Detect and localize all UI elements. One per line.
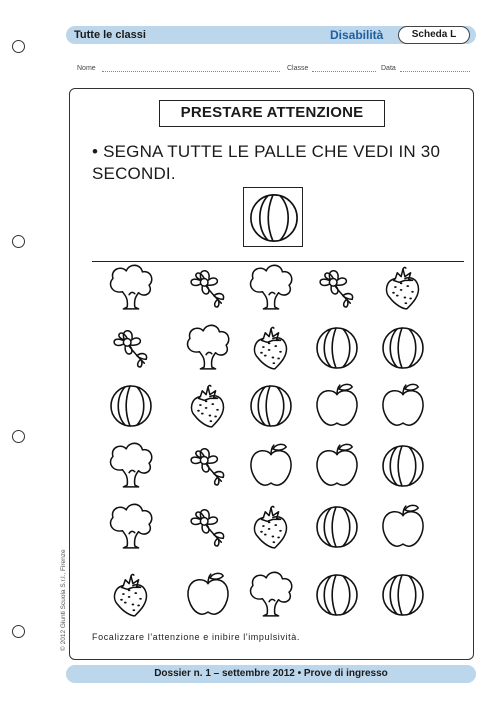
ball-icon[interactable] [251,386,291,426]
copyright-note: © 2012 Giunti Scuola S.r.l., Firenze [60,549,67,651]
strawberry-icon [191,385,223,426]
apple-icon [317,384,357,425]
name-field-label: Nome [77,65,96,72]
instruction-text: • SEGNA TUTTE LE PALLE CHE VEDI IN 30 SECONDI. [92,142,441,183]
apple-icon [317,444,357,485]
tree-icon [188,325,229,369]
apple-icon [383,384,423,425]
tree-icon [251,265,292,309]
ball-icon[interactable] [383,328,423,368]
ball-icon[interactable] [383,575,423,615]
footer-bar: Dossier n. 1 – settembre 2012 • Prove di ingresso [66,665,476,683]
worksheet-title: PRESTARE ATTENZIONE [159,100,385,127]
class-field-label: Classe [287,65,309,72]
ball-icon[interactable] [383,446,423,486]
strawberry-icon [254,327,286,368]
strawberry-icon [254,506,286,547]
flower-icon [191,449,223,485]
flower-icon [191,271,223,307]
date-field-label: Data [381,65,396,72]
learning-objective: Focalizzare l'attenzione e inibire l'impulsività. [92,632,300,642]
strawberry-icon [386,267,418,308]
tree-icon [111,265,152,309]
ball-icon[interactable] [111,386,151,426]
sheet-badge: Scheda L [398,26,470,44]
tree-icon [251,572,292,616]
apple-icon [188,573,228,614]
flower-icon [191,510,223,546]
tree-icon [111,504,152,548]
header-category: Disabilità [330,28,384,42]
ball-icon[interactable] [317,507,357,547]
ball-icon[interactable] [317,328,357,368]
header-classes-label: Tutte le classi [74,29,146,41]
apple-icon [251,444,291,485]
tree-icon [111,443,152,487]
strawberry-icon [114,574,146,615]
apple-icon [383,505,423,546]
ball-icon[interactable] [317,575,357,615]
flower-icon [320,271,352,307]
flower-icon [114,331,146,367]
